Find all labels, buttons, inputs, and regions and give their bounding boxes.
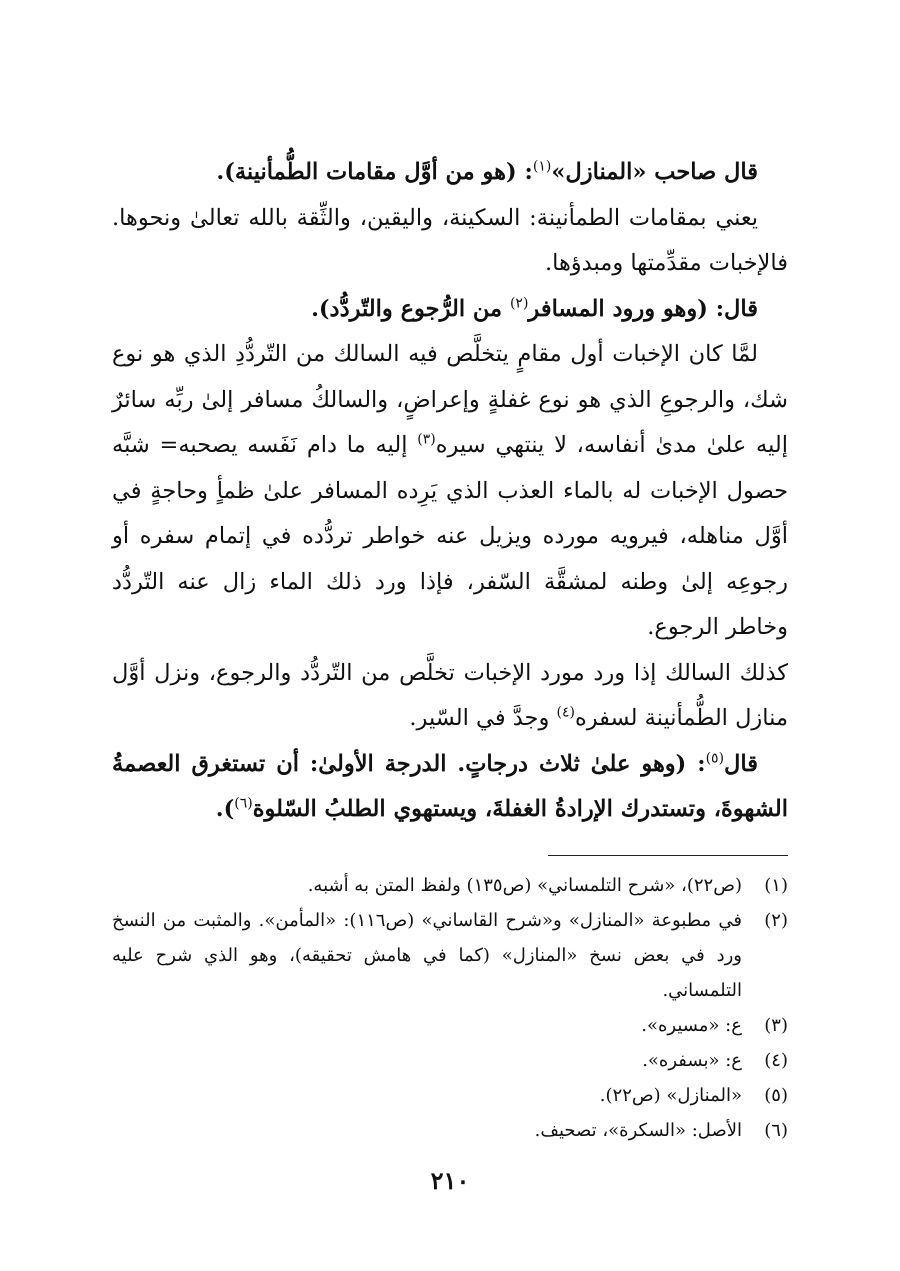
paragraph-text: يعني بمقامات الطمأنينة: السكينة، واليقين، والثِّقة بالله تعالىٰ ونحوها. فالإخبات مقدِّمتها ومبدؤها. <box>112 204 788 276</box>
footnote-number: (٣) <box>764 1014 788 1036</box>
paragraph-5 <box>112 651 788 742</box>
footnote-3 <box>112 1008 788 1043</box>
paragraph-text: وجدَّ في السّير. <box>409 705 557 731</box>
footnote-number: (٤) <box>764 1049 788 1071</box>
paragraph-1 <box>112 150 788 196</box>
footnote-number: (٦) <box>764 1119 788 1141</box>
footnote-marker[interactable]: (٦) <box>234 795 253 812</box>
footnote-6 <box>112 1113 788 1148</box>
footnote-text: ع: «بسفره». <box>642 1049 742 1071</box>
footnote-number: (٢) <box>764 909 788 931</box>
footnote-5 <box>112 1078 788 1113</box>
paragraph-text: كذلك السالك إذا ورد مورد الإخبات تخلَّص من التّردُّد والرجوع، ونزل أوَّل منازل الطُّمأنينة لسفره <box>112 659 788 731</box>
paragraph-3 <box>112 287 788 333</box>
footnote-marker[interactable]: (٤) <box>556 704 575 721</box>
quoted-text: : (هو من أوَّل مقامات الطُّمأنينة). <box>216 159 533 185</box>
quote-label: قال: <box>715 295 758 322</box>
footnote-text: «المنازل» (ص٢٢). <box>599 1084 742 1106</box>
main-text <box>112 150 788 833</box>
footnote-1 <box>112 868 788 903</box>
footnote-number: (١) <box>764 874 788 896</box>
quoted-text: (وهو ورود المسافر <box>528 295 716 322</box>
paragraph-4 <box>112 332 788 651</box>
footnote-marker[interactable]: (٣) <box>417 431 436 448</box>
page-number: ٢١٠ <box>430 1166 470 1195</box>
paragraph-2 <box>112 196 788 287</box>
quoted-text: من الرُّجوع والتّردُّد). <box>311 295 510 322</box>
footnote-marker[interactable]: (١) <box>532 158 552 175</box>
footnote-4 <box>112 1043 788 1078</box>
paragraph-text: لمَّا كان الإخبات أول مقامٍ يتخلَّص فيه السالك من التّردُّدِ الذي هو نوع شك، والرجوعِ الذي هو نوع غفلةٍ وإعراضٍ، والسالكُ مسافر إلىٰ ربِّه سائرٌ إليه علىٰ مدىٰ أنفاسه، لا ينتهي سيره <box>112 341 789 458</box>
footnote-marker[interactable]: (٥) <box>705 750 725 766</box>
paragraph-text: إليه ما دام نَفَسه يصحبه= شبَّه حصول الإخبات له بالماء العذب الذي يَرِده المسافر علىٰ ظمأٍ وحاجةٍ في أوَّل مناهله، فيرويه مورده ويزيل عنه خواطر تردُّده في إتمام سفره أو رجوعِه إلىٰ وطنه لمشقَّة السّفر، فإذا ورد ذلك الماء زال عنه التّردُّد وخاطر الرجوع. <box>112 432 788 640</box>
footnote-marker[interactable]: (٢) <box>509 295 529 311</box>
footnote-text: (ص٢٢)، «شرح التلمساني» (ص١٣٥) ولفظ المتن به أشبه. <box>307 874 742 896</box>
quote-label: قال <box>724 750 758 777</box>
quoted-text: ). <box>215 796 235 822</box>
footnote-text: ع: «مسيره». <box>641 1014 742 1036</box>
footnote-text: الأصل: «السكرة»، تصحيف. <box>534 1119 742 1141</box>
paragraph-6 <box>112 742 788 833</box>
quoted-text: : (وهو علىٰ ثلاث درجاتٍ. الدرجة الأولىٰ: أن تستغرق العصمةُ الشهوةَ، وتستدرك الإرادةُ الغفلةَ، ويستهوي الطلبُ السّلوة <box>112 750 788 822</box>
quote-label: قال صاحب «المنازل» <box>551 159 758 185</box>
footnotes <box>112 868 788 1148</box>
footnote-divider <box>548 855 788 856</box>
footnote-2 <box>112 903 788 1008</box>
footnote-text: في مطبوعة «المنازل» و«شرح القاساني» (ص١١٦): «المأمن». والمثبت من النسخ ورد في بعض نسخ «المنازل» (كما في هامش تحقيقه)، وهو الذي شرح عليه التلمساني. <box>112 909 743 1001</box>
footnote-number: (٥) <box>764 1084 788 1106</box>
